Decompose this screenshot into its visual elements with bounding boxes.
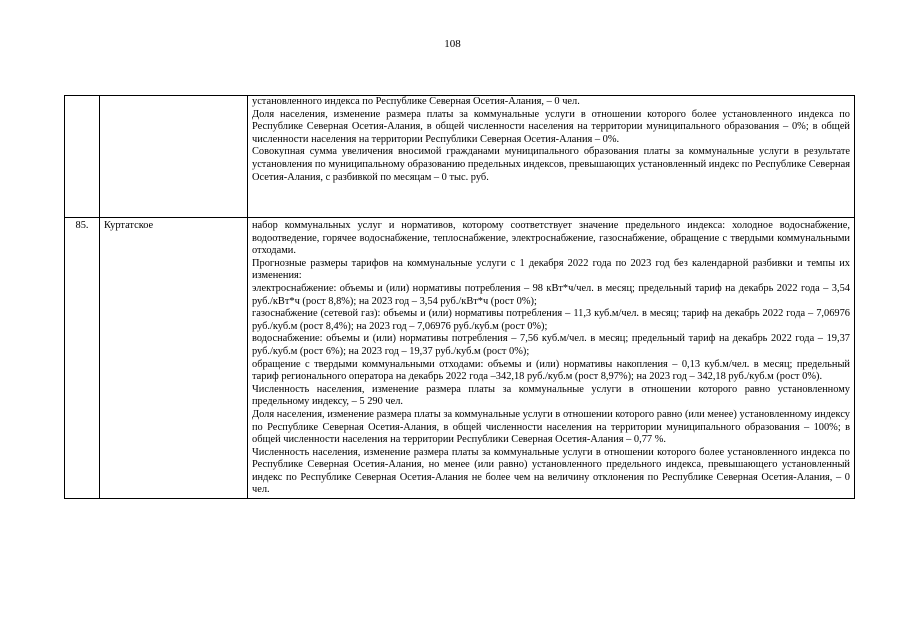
description-paragraph: набор коммунальных услуг и нормативов, которому соответствует значение предельного индекса: холодное водоснабжение, водоотведение, горячее водоснабжение, теплоснабжение, электроснабжение, газоснабжение, обращение с твердыми коммунальными отходами.	[252, 220, 850, 257]
row-number-cell	[65, 96, 100, 218]
description-paragraph: электроснабжение: объемы и (или) нормативы потребления – 98 кВт*ч/чел. в месяц; предельный тариф на декабрь 2022 года – 3,54 руб./кВт*ч (рост 8,8%); на 2023 год – 3,54 руб./кВт*ч (рост 0%);	[252, 282, 850, 307]
municipal-tariffs-table	[64, 95, 855, 499]
description-paragraph: газоснабжение (сетевой газ): объемы и (или) нормативы потребления – 11,3 куб.м/чел. в месяц; тариф на декабрь 2022 года – 7,06976 руб./куб.м (рост 8,4%); на 2023 год – 7,06976 руб./куб.м (рост 0%);	[252, 308, 850, 332]
table-row	[65, 218, 855, 499]
page-number: 108	[444, 38, 461, 50]
description-paragraph: установленного индекса по Республике Северная Осетия-Алания, – 0 чел.	[252, 96, 580, 107]
municipality-name-cell	[100, 96, 248, 218]
description-paragraph: Прогнозные размеры тарифов на коммунальные услуги с 1 декабря 2022 года по 2023 год без календарной разбивки и темпы их изменения:	[252, 257, 850, 282]
table-row	[65, 96, 855, 218]
description-paragraph: Численность населения, изменение размера платы за коммунальные услуги в отношении которого равно установленному предельному индексу, – 5 290 чел.	[252, 383, 850, 408]
description-paragraph: Численность населения, изменение размера платы за коммунальные услуги в отношении которого более установленного индекса по Республике Северная Осетия-Алания, но менее (или равно) установленного предельного индекса, превышающего установленный индекс по Республике Северная Осетия-Алания не более чем на величину отклонения по Республике Северная Осетия-Алания, – 0 чел.	[252, 446, 850, 496]
description-paragraph: водоснабжение: объемы и (или) нормативы потребления – 7,56 куб.м/чел. в месяц; предельный тариф на декабрь 2022 года – 19,37 руб./куб.м (рост 6%); на 2023 год – 19,37 руб./куб.м (рост 0%);	[252, 333, 850, 357]
row-number-cell: 85.	[65, 218, 100, 499]
description-paragraph: обращение с твердыми коммунальными отходами: объемы и (или) нормативы накопления – 0,13 куб.м/чел. в месяц; предельный тариф регионального оператора на декабрь 2022 года –342,18 руб./куб.м (рост 8,97%); на 2023 год – 342,18 руб./куб.м (рост 0%).	[252, 358, 850, 383]
description-paragraph: Совокупная сумма увеличения вносимой гражданами муниципального образования платы за коммунальные услуги в результате установления по муниципальному образованию предельных индексов, превышающих установленный индекс по Республике Северная Осетия-Алания, с разбивкой по месяцам – 0 тыс. руб.	[252, 146, 850, 183]
description-cell	[248, 96, 855, 218]
municipality-name-cell: Куртатское	[100, 218, 248, 499]
description-cell	[248, 218, 855, 499]
description-paragraph: Доля населения, изменение размера платы за коммунальные услуги в отношении которого более установленного индекса по Республике Северная Осетия-Алания, в общей численности населения на территории муниципального образования – 0%; в общей численности населения на территории Республики Северная Осетия-Алания – 0%.	[252, 108, 850, 145]
description-paragraph: Доля населения, изменение размера платы за коммунальные услуги в отношении которого равно (или менее) установленному индексу по Республике Северная Осетия-Алания, в общей численности населения на территории муниципального образования – 100%; в общей численности населения на территории Республики Северная Осетия-Алания – 0,77 %.	[252, 408, 850, 446]
